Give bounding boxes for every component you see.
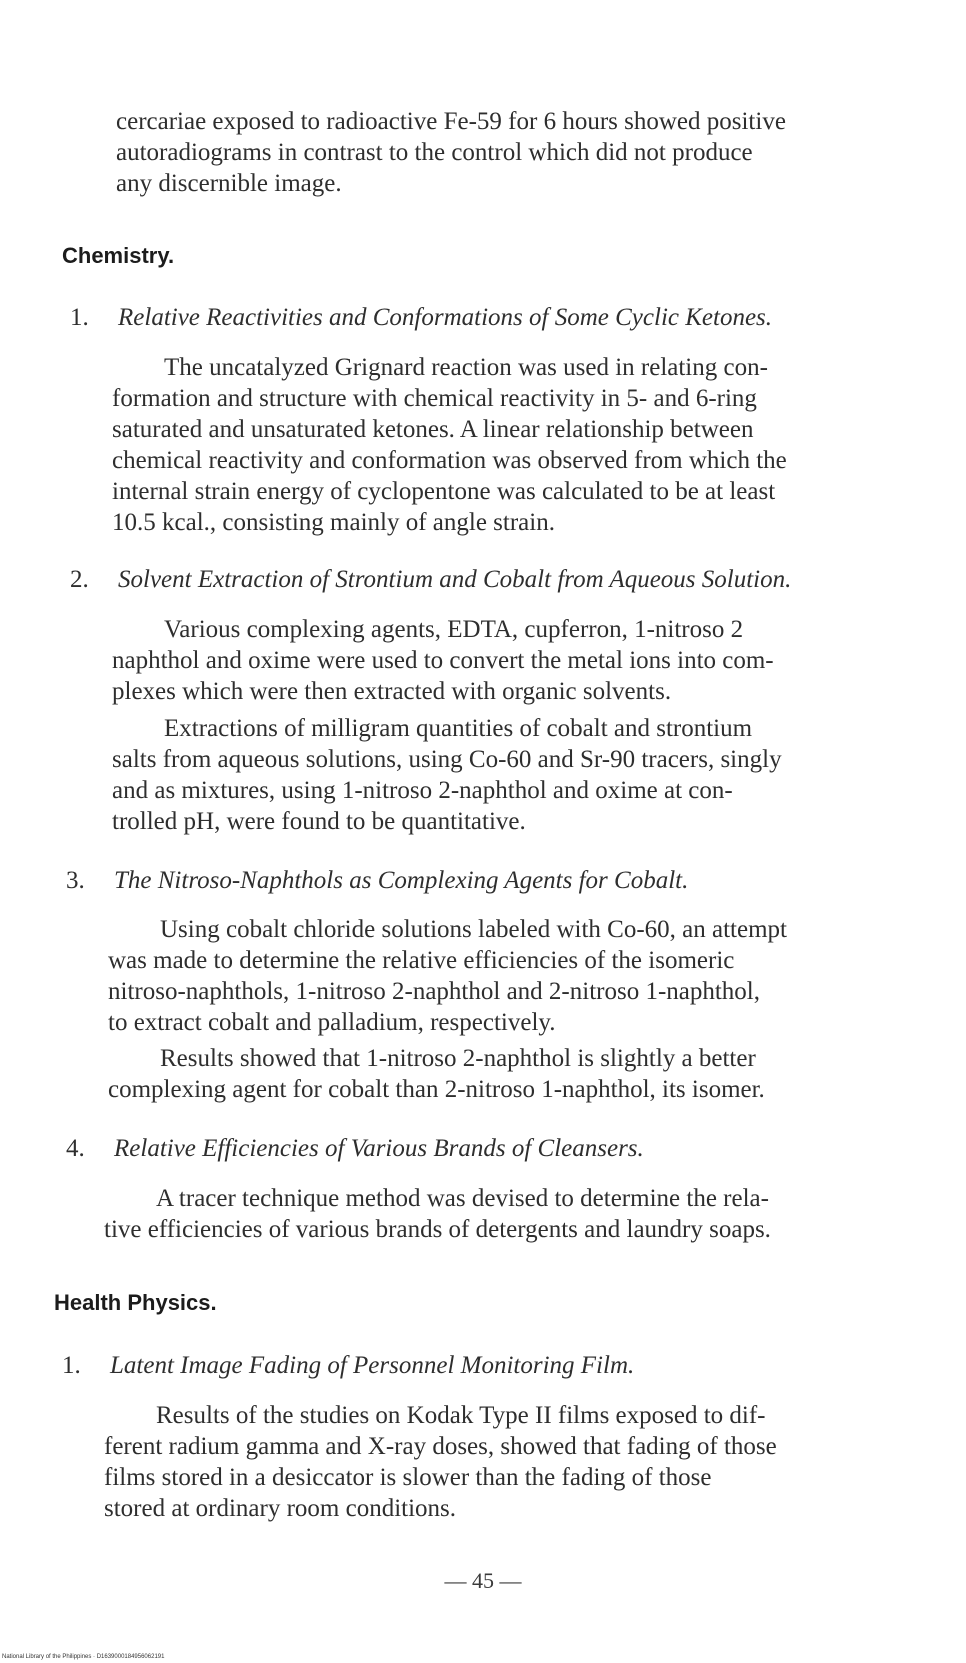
item-paragraph xyxy=(112,352,900,538)
text-line: saturated and unsaturated ketones. A linear relationship between xyxy=(112,416,754,443)
item-paragraph xyxy=(104,1183,896,1245)
item-paragraph xyxy=(112,614,900,707)
item-title-text: Latent Image Fading of Personnel Monitoring Film. xyxy=(110,1352,635,1379)
text-line: to extract cobalt and palladium, respectively. xyxy=(108,1009,556,1036)
text-line: Various complexing agents, EDTA, cupferron, 1-nitroso 2 xyxy=(164,616,744,643)
text-line: nitroso-naphthols, 1-nitroso 2-naphthol and 2-nitroso 1-naphthol, xyxy=(108,978,761,1005)
text-line: A tracer technique method was devised to determine the rela- xyxy=(156,1185,769,1212)
text-line: The uncatalyzed Grignard reaction was used in relating con- xyxy=(164,354,768,381)
item-paragraph xyxy=(108,914,898,1038)
text-line: trolled pH, were found to be quantitative. xyxy=(112,808,526,835)
item-number: 1. xyxy=(70,304,89,331)
scan-footer: National Library of the Philippines · D1639000184956062191 xyxy=(2,1654,165,1660)
item-number: 1. xyxy=(62,1352,81,1379)
item-title-text: Relative Reactivities and Conformations of Some Cyclic Ketones. xyxy=(118,304,773,331)
item-title xyxy=(66,867,688,895)
text-line: chemical reactivity and conformation was observed from which the xyxy=(112,447,787,474)
item-title-text: Relative Efficiencies of Various Brands of Cleansers. xyxy=(114,1135,644,1162)
item-paragraph xyxy=(108,1043,898,1105)
item-title-text: Solvent Extraction of Strontium and Cobalt from Aqueous Solution. xyxy=(118,566,792,593)
text-line: tive efficiencies of various brands of detergents and laundry soaps. xyxy=(104,1216,771,1243)
text-line: autoradiograms in contrast to the control which did not produce xyxy=(116,139,753,166)
section-heading-chemistry: Chemistry. xyxy=(62,243,175,268)
text-line: salts from aqueous solutions, using Co-60 and Sr-90 tracers, singly xyxy=(112,746,782,773)
text-line: plexes which were then extracted with organic solvents. xyxy=(112,678,672,705)
text-line: was made to determine the relative efficiencies of the isomeric xyxy=(108,947,735,974)
text-line: Using cobalt chloride solutions labeled with Co-60, an attempt xyxy=(160,916,787,943)
section-heading-health-physics: Health Physics. xyxy=(54,1290,217,1315)
text-line: naphthol and oxime were used to convert the metal ions into com- xyxy=(112,647,774,674)
text-line: stored at ordinary room conditions. xyxy=(104,1495,457,1522)
text-line: any discernible image. xyxy=(116,170,342,197)
item-title xyxy=(62,1352,634,1380)
text-line: ferent radium gamma and X-ray doses, showed that fading of those xyxy=(104,1433,777,1460)
text-line: Results of the studies on Kodak Type II films exposed to dif- xyxy=(156,1402,766,1429)
text-line: formation and structure with chemical reactivity in 5- and 6-ring xyxy=(112,385,757,412)
text-line: Results showed that 1-nitroso 2-naphthol is slightly a better xyxy=(160,1045,756,1072)
item-title xyxy=(70,304,772,332)
text-line: cercariae exposed to radioactive Fe-59 for 6 hours showed positive xyxy=(116,108,786,135)
text-line: Extractions of milligram quantities of cobalt and strontium xyxy=(164,715,753,742)
item-number: 2. xyxy=(70,566,89,593)
text-line: complexing agent for cobalt than 2-nitroso 1-naphthol, its isomer. xyxy=(108,1076,765,1103)
page-number: — 45 — xyxy=(444,1568,522,1593)
text-line: internal strain energy of cyclopentone was calculated to be at least xyxy=(112,478,776,505)
text-line: and as mixtures, using 1-nitroso 2-naphthol and oxime at con- xyxy=(112,777,733,804)
intro-paragraph xyxy=(116,106,896,199)
text-line: 10.5 kcal., consisting mainly of angle strain. xyxy=(112,509,555,536)
item-paragraph xyxy=(112,713,900,837)
item-number: 3. xyxy=(66,867,85,894)
item-number: 4. xyxy=(66,1135,85,1162)
item-title xyxy=(70,566,791,594)
item-paragraph xyxy=(104,1400,894,1524)
item-title-text: The Nitroso-Naphthols as Complexing Agents for Cobalt. xyxy=(114,867,689,894)
text-line: films stored in a desiccator is slower than the fading of those xyxy=(104,1464,712,1491)
item-title xyxy=(66,1135,644,1163)
